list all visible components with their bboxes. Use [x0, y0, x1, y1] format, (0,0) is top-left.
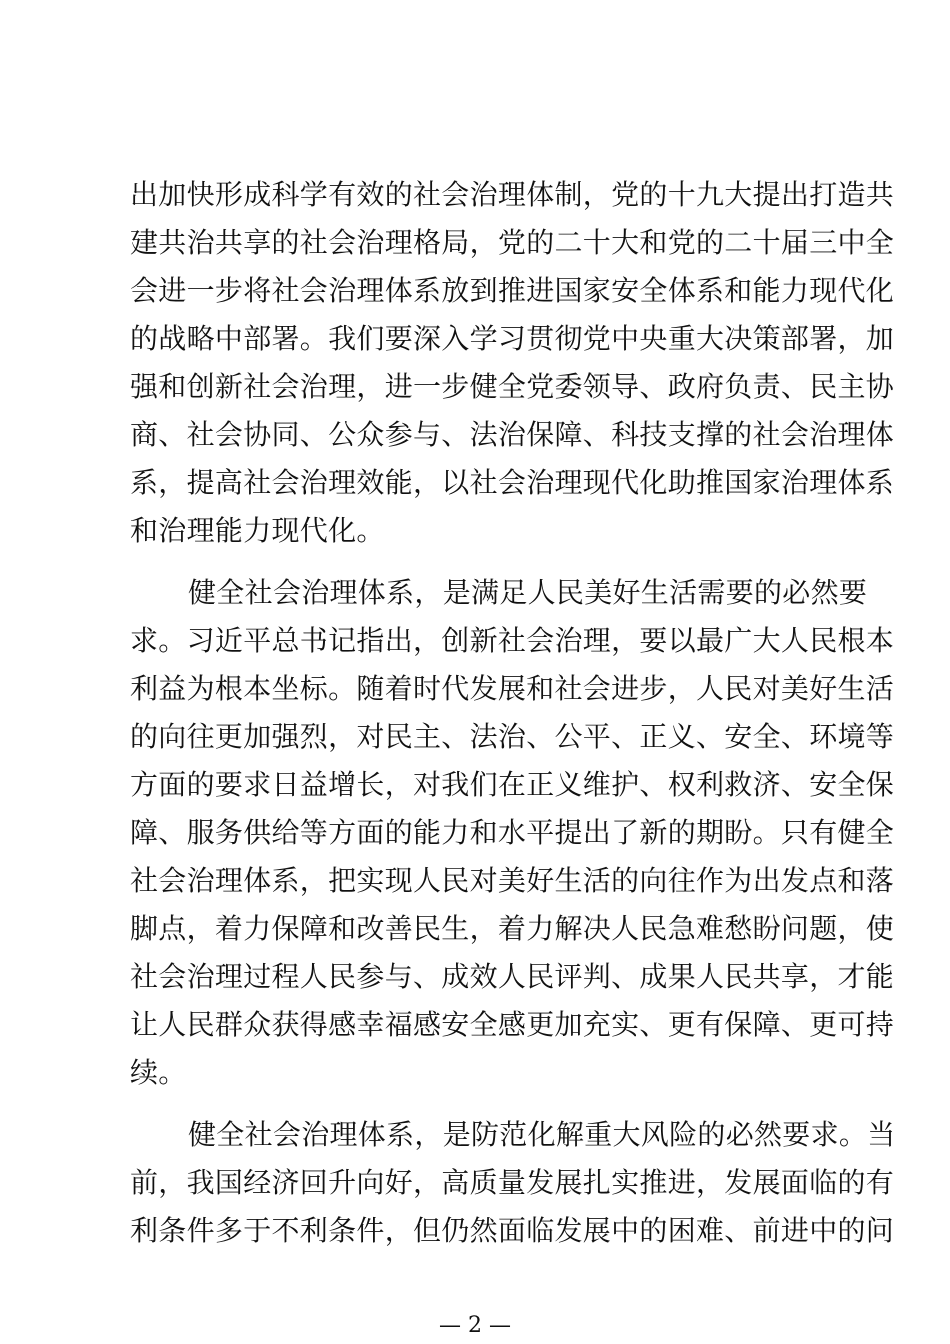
text-line: 前，我国经济回升向好，高质量发展扎实推进，发展面临的有	[130, 1166, 895, 1199]
text-line: 的向往更加强烈，对民主、法治、公平、正义、安全、环境等	[130, 720, 895, 753]
text-line: 建共治共享的社会治理格局，党的二十大和党的二十届三中全	[130, 226, 895, 259]
text-line: 方面的要求日益增长，对我们在正义维护、权利救济、安全保	[130, 768, 895, 801]
text-line: 社会治理过程人民参与、成效人民评判、成果人民共享，才能	[130, 960, 895, 993]
text-line: 系，提高社会治理效能，以社会治理现代化助推国家治理体系	[130, 466, 895, 499]
text-line: 强和创新社会治理，进一步健全党委领导、政府负责、民主协	[130, 370, 895, 403]
text-line: 健全社会治理体系，是防范化解重大风险的必然要求。当	[188, 1118, 896, 1151]
text-line: 障、服务供给等方面的能力和水平提出了新的期盼。只有健全	[130, 816, 895, 849]
text-line: 的战略中部署。我们要深入学习贯彻党中央重大决策部署，加	[130, 322, 895, 355]
text-line: 让人民群众获得感幸福感安全感更加充实、更有保障、更可持	[130, 1008, 895, 1041]
text-line: 续。	[130, 1056, 187, 1089]
paragraph-gap	[130, 1097, 820, 1111]
text-line: 商、社会协同、公众参与、法治保障、科技支撑的社会治理体	[130, 418, 895, 451]
body-text	[130, 171, 896, 1255]
paragraph-1	[130, 171, 895, 555]
text-line: 出加快形成科学有效的社会治理体制，党的十九大提出打造共	[130, 178, 895, 211]
text-line: 脚点，着力保障和改善民生，着力解决人民急难愁盼问题，使	[130, 912, 895, 945]
paragraph-3	[130, 1111, 896, 1255]
text-line: 会进一步将社会治理体系放到推进国家安全体系和能力现代化	[130, 274, 895, 307]
text-line: 求。习近平总书记指出，创新社会治理，要以最广大人民根本	[130, 624, 895, 657]
text-line: 健全社会治理体系，是满足人民美好生活需要的必然要	[188, 576, 868, 609]
text-line: 和治理能力现代化。	[130, 514, 385, 547]
page-number: — 2 —	[439, 1313, 511, 1338]
text-line: 利条件多于不利条件，但仍然面临发展中的困难、前进中的问	[130, 1214, 895, 1247]
paragraph-gap	[130, 555, 820, 569]
text-line: 利益为根本坐标。随着时代发展和社会进步，人民对美好生活	[130, 672, 895, 705]
paragraph-2	[130, 569, 895, 1097]
text-line: 社会治理体系，把实现人民对美好生活的向往作为出发点和落	[130, 864, 895, 897]
